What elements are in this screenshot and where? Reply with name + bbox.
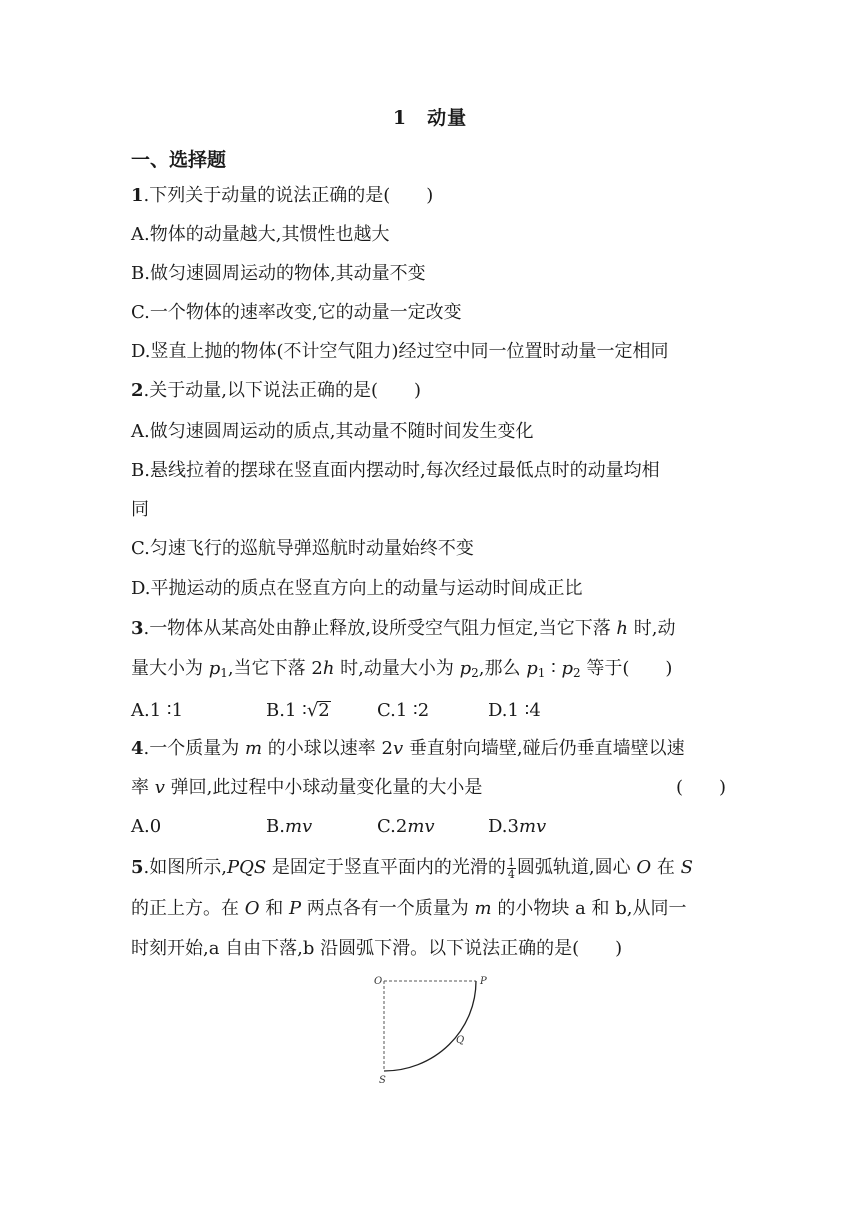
var-v: v [392,738,404,759]
q4-option-b [266,815,312,839]
q4-option-c [377,815,435,839]
var-p: p [561,658,574,679]
q4-stem-line2 [131,776,482,800]
frac-numerator: 1 [507,855,515,869]
subscript: 2 [471,666,479,680]
q3-text: ,那么 [478,658,527,679]
q1-option-b: B.做匀速圆周运动的物体,其动量不变 [131,263,426,284]
subscript: 1 [537,666,546,680]
sqrt-symbol: √2 [306,700,330,721]
q4-text: 弹回,此过程中小球动量变化量的大小是 [164,777,483,798]
var-p: p [208,658,221,679]
q4-text: 的小球以速率 2 [262,738,393,759]
var-p: p [526,658,538,679]
q2-stem-text: .关于动量,以下说法正确的是( ) [143,380,422,401]
q3-text: .一物体从某高处由静止释放,设所受空气阻力恒定,当它下落 [143,618,617,639]
q4-option-d-text: D.3 [488,816,519,837]
label-p: P [480,976,487,987]
q4-text: 率 [131,777,155,798]
var-s: S [680,857,693,878]
q5-text: .如图所示, [143,857,227,878]
q3-option-b-text: B.1 ∶ [266,700,307,721]
q5-text: 的小物块 a 和 b,从同一 [491,898,687,919]
q1-option-c: C.一个物体的速率改变,它的动量一定改变 [131,302,462,323]
var-pqs: PQS [226,857,267,878]
q5-stem-line2 [131,897,686,921]
q3-stem-line2 [131,657,672,681]
q3-number: 3 [131,618,144,639]
q4-text: .一个质量为 [143,738,245,759]
var-p: P [288,898,302,919]
var-h: h [322,658,335,679]
var-m: m [244,738,263,759]
q3-option-d: D.1 ∶4 [488,700,541,721]
q4-text: 垂直射向墙壁,碰后仍垂直墙壁以速 [403,738,685,759]
q1-option-a: A.物体的动量越大,其惯性也越大 [131,224,390,245]
q2-option-d: D.平抛运动的质点在竖直方向上的动量与运动时间成正比 [131,578,583,599]
q5-text: 是固定于竖直平面内的光滑的 [266,857,506,878]
ratio-symbol: ∶ [545,658,562,679]
q2-option-b-line1: B.悬线拉着的摆球在竖直面内摆动时,每次经过最低点时的动量均相 [131,460,660,481]
frac-denominator: 4 [507,867,515,881]
var-o: O [636,857,652,878]
q4-option-b-text: B. [266,816,285,837]
q4-option-d [488,815,546,839]
q1-stem [131,184,433,208]
q5-stem-line1 [131,856,693,880]
page-title [0,103,860,130]
q4-stem-line1 [131,737,685,761]
q3-text: 量大小为 [131,658,209,679]
var-p: p [459,658,472,679]
q4-number: 4 [131,738,144,759]
q3-option-a: A.1 ∶1 [131,700,184,721]
q3-option-c: C.1 ∶2 [377,700,430,721]
var-m: m [474,898,492,919]
q4-option-c-text: C.2 [377,816,408,837]
var-mv: mv [284,816,313,837]
q3-text: 时,动量大小为 [334,658,460,679]
var-mv: mv [518,816,547,837]
q5-number: 5 [131,857,144,878]
q1-option-d: D.竖直上抛的物体(不计空气阻力)经过空中同一位置时动量一定相同 [131,341,669,362]
q5-stem-line3: 时刻开始,a 自由下落,b 沿圆弧下滑。以下说法正确的是( ) [131,938,623,959]
q5-figure [370,970,500,1090]
title-number: 1 [392,107,408,129]
label-s: S [379,1075,386,1086]
q3-stem-line1 [131,617,675,641]
q3-option-b [266,699,331,723]
q5-text: 的正上方。在 [131,898,245,919]
q1-stem-text: .下列关于动量的说法正确的是( ) [143,185,434,206]
q5-text: 圆弧轨道,圆心 [516,857,637,878]
fraction-quarter [507,857,516,880]
var-h: h [616,618,629,639]
radicand: 2 [318,700,330,721]
q5-text: 和 [259,898,289,919]
q2-option-b-line2: 同 [131,499,149,520]
subscript: 2 [573,666,581,680]
var-mv: mv [407,816,435,837]
q5-text: 在 [651,857,681,878]
q3-text: ,当它下落 2 [227,658,323,679]
q4-option-a: A.0 [131,816,162,837]
q2-option-a: A.做匀速圆周运动的质点,其动量不随时间发生变化 [131,421,534,442]
label-o: O [374,976,383,987]
q4-answer-paren: ( ) [676,777,727,798]
quarter-arc-track [384,981,476,1071]
q2-stem [131,379,421,403]
q5-text: 两点各有一个质量为 [301,898,475,919]
var-o: O [244,898,260,919]
q3-text: 等于( ) [580,658,673,679]
section-heading: 一、选择题 [131,149,227,171]
var-v: v [154,777,165,798]
q2-option-c: C.匀速飞行的巡航导弹巡航时动量始终不变 [131,538,474,559]
q2-number: 2 [131,380,144,401]
title-text: 动量 [427,107,468,129]
q3-text: 时,动 [628,618,676,639]
q1-number: 1 [131,185,144,206]
label-q: Q [456,1035,465,1046]
subscript: 1 [220,666,228,680]
